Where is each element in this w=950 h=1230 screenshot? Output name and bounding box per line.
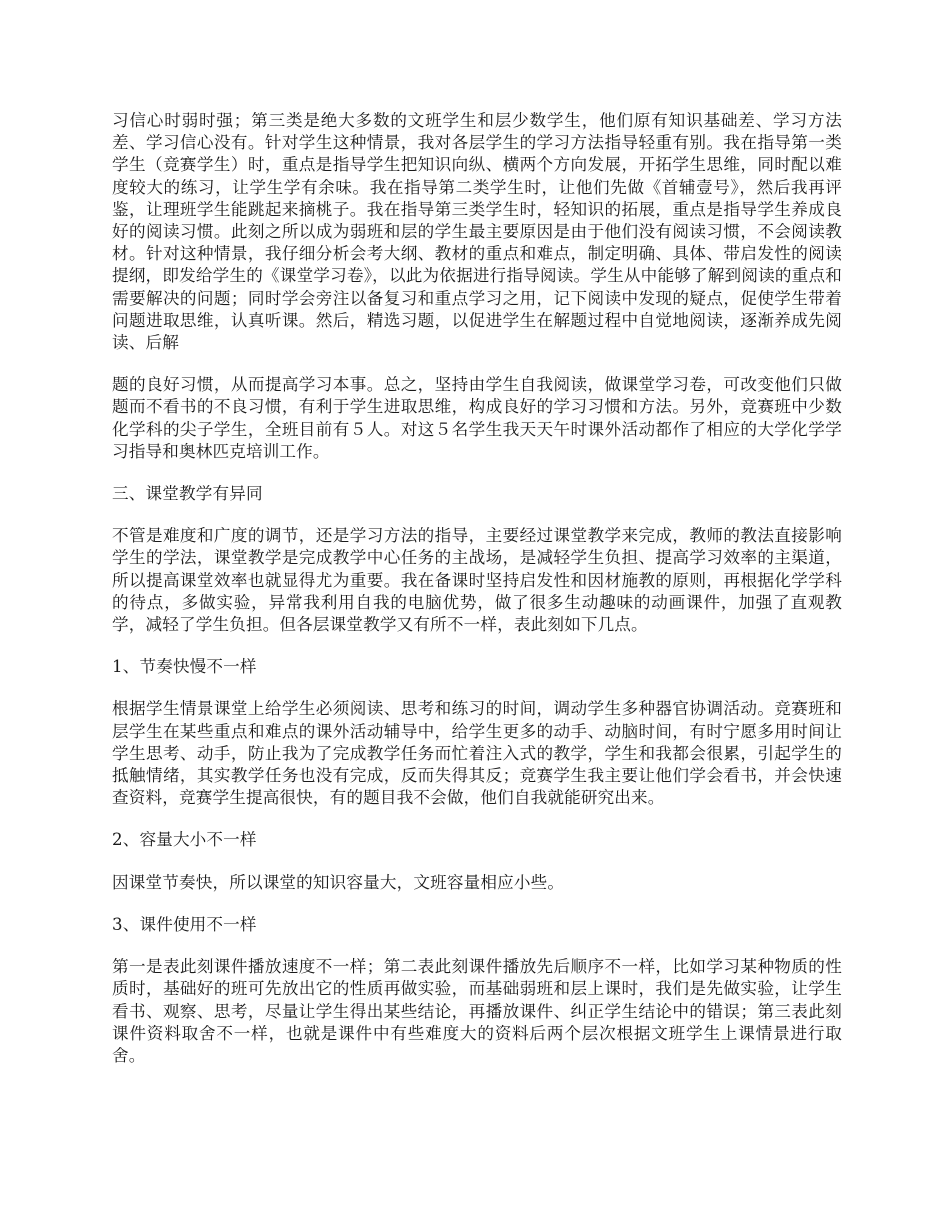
paragraph-3: 不管是难度和广度的调节，还是学习方法的指导，主要经过课堂教学来完成，教师的教法直接影响学生的学法，课堂教学是完成教学中心任务的主战场，是减轻学生负担、提高学习效率的主渠道，所以提高课堂效率也就显得尤为重要。我在备课时坚持启发性和因材施教的原则，再根据化学学科的待点，多做实验，异常我利用自我的电脑优势，做了很多生动趣味的动画课件，加强了直观教学，减轻了学生负担。但各层课堂教学又有所不一样，表此刻如下几点。 — [112, 526, 842, 635]
subheading-1: 1、节奏快慢不一样 — [112, 657, 257, 677]
paragraph-2: 题的良好习惯，从而提高学习本事。总之，坚持由学生自我阅读，做课堂学习卷，可改变他们只做题而不看书的不良习惯，有利于学生进取思维，构成良好的学习习惯和方法。另外，竞赛班中少数化学科的尖子学生，全班目前有５人。对这５名学生我天天午时课外活动都作了相应的大学化学学习指导和奥林匹克培训工作。 — [112, 375, 842, 461]
paragraph-4: 根据学生情景课堂上给学生必须阅读、思考和练习的时间，调动学生多种器官协调活动。竞赛班和层学生在某些重点和难点的课外活动辅导中，给学生更多的动手、动脑时间，有时宁愿多用时间让学生思考、动手，防止我为了完成教学任务而忙着注入式的教学，学生和我都会很累，引起学生的抵触情绪，其实教学任务也没有完成，反而失得其反；竞赛学生我主要让他们学会看书，并会快速查资料，竞赛学生提高很快，有的题目我不会做，他们自我就能研究出来。 — [112, 699, 842, 808]
section-heading-3: 三、课堂教学有异同 — [112, 484, 263, 504]
paragraph-6: 第一是表此刻课件播放速度不一样；第二表此刻课件播放先后顺序不一样，比如学习某种物质的性质时，基础好的班可先放出它的性质再做实验，而基础弱班和层上课时，我们是先做实验，让学生看书、观察、思考，尽量让学生得出某些结论，再播放课件、纠正学生结论中的错误；第三表此刻课件资料取舍不一样，也就是课件中有些难度大的资料后两个层次根据文班学生上课情景进行取舍。 — [112, 957, 842, 1065]
subheading-3: 3、课件使用不一样 — [112, 914, 257, 934]
paragraph-1: 习信心时弱时强；第三类是绝大多数的文班学生和层少数学生，他们原有知识基础差、学习方法差、学习信心没有。针对学生这种情景，我对各层学生的学习方法指导轻重有别。我在指导第一类学生（竞赛学生）时，重点是指导学生把知识向纵、横两个方向发展，开拓学生思维，同时配以难度较大的练习，让学生学有余味。我在指导第二类学生时，让他们先做《首辅壹号》，然后我再评鉴，让理班学生能跳起来摘桃子。我在指导第三类学生时，轻知识的拓展，重点是指导学生养成良好的阅读习惯。此刻之所以成为弱班和层的学生最主要原因是由于他们没有阅读习惯，不会阅读教材。针对这种情景，我仔细分析会考大纲、教材的重点和难点，制定明确、具体、带启发性的阅读提纲，即发给学生的《课堂学习卷》，以此为依据进行指导阅读。学生从中能够了解到阅读的重点和需要解决的问题；同时学会旁注以备复习和重点学习之用，记下阅读中发现的疑点，促使学生带着问题进取思维，认真听课。然后，精选习题，以促进学生在解题过程中自觉地阅读，逐渐养成先阅读、后解 — [112, 111, 842, 353]
document-body — [112, 110, 842, 1087]
subheading-2: 2、容量大小不一样 — [112, 830, 257, 850]
paragraph-5: 因课堂节奏快，所以课堂的知识容量大，文班容量相应小些。 — [112, 872, 565, 892]
